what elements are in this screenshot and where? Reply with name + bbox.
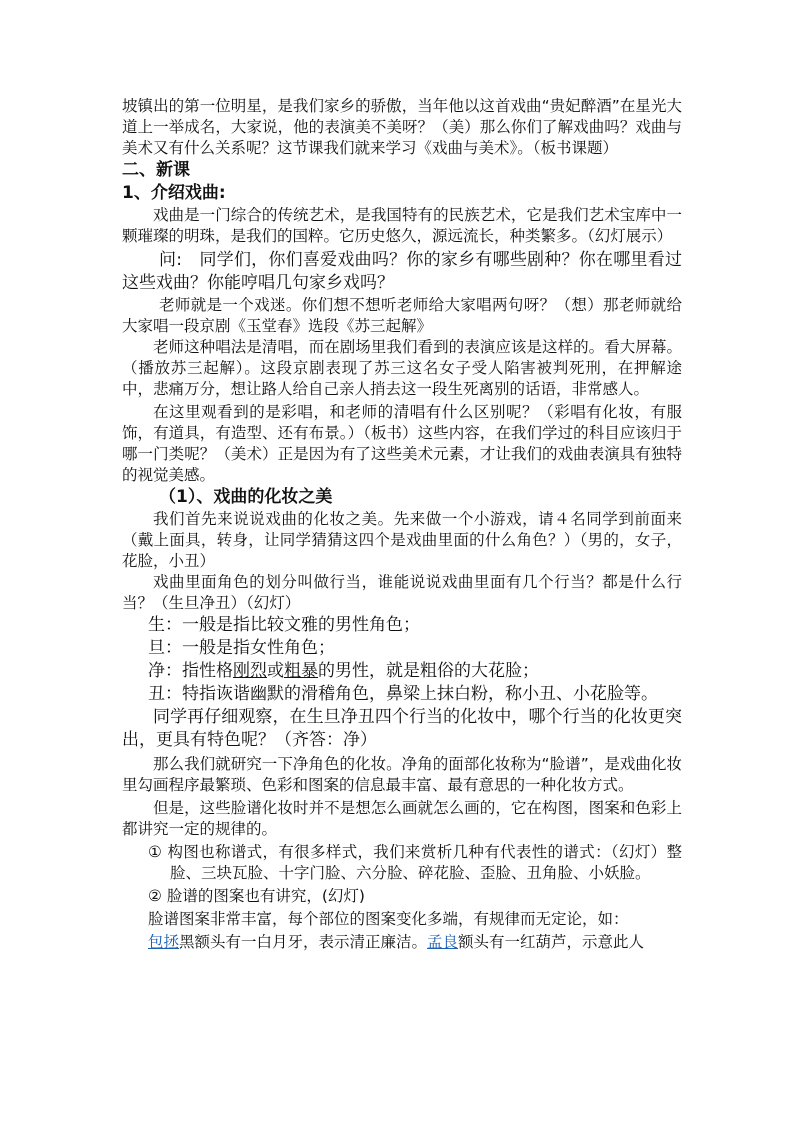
- paragraph-question: 问: 同学们，你们喜爱戏曲吗？你的家乡有哪些剧种？你在哪里看过这些戏曲？你能哼唱几句家乡戏吗？: [122, 250, 682, 293]
- heading-new-lesson: 二、新课: [122, 160, 190, 180]
- paragraph-qingchang: 老师这种唱法是清唱，而在剧场里我们看到的表演应该是这样的。看大屏幕。（播放苏三起解）。这段京剧表现了苏三这名女子受人陷害被判死刑，在押解途中，悲痛万分，想让路人给自己亲人捎去这一段生死离别的话语，非常感人。: [122, 338, 682, 398]
- list-item-composition: ① 构图也称谱式，有很多样式，我们来赏析几种有代表性的谱式：（幻灯）整脸、三块瓦脸、十字门脸、六分脸、碎花脸、歪脸、丑角脸、小妖脸。: [148, 843, 682, 882]
- paragraph-lianpu: 那么我们就研究一下净角色的化妆。净角的面部化妆称为“脸谱”，是戏曲化妆里勾画程序最繁琐、色彩和图案的信息最丰富、最有意思的一种化妆方式。: [122, 755, 682, 794]
- term-ganglie: 刚烈: [233, 661, 267, 681]
- link-mengliang[interactable]: 孟良: [427, 933, 459, 951]
- paragraph-intro: 坡镇出的第一位明星，是我们家乡的骄傲，当年他以这首戏曲“贵妃醉酒”在星光大道上一举成名，大家说，他的表演美不美呀？（美）那么你们了解戏曲吗？戏曲与美术又有什么关系呢？这节课我们就来学习《戏曲与美术》。（板书课题）: [122, 97, 682, 157]
- heading-intro-opera: 1、介绍戏曲:: [122, 183, 226, 203]
- role-jing: 净：指性格刚烈或粗暴的男性，就是粗俗的大花脸；: [148, 661, 539, 681]
- paragraph-rules: 但是，这些脸谱化妆时并不是想怎么画就怎么画的，它在构图，图案和色彩上都讲究一定的规律的。: [122, 799, 682, 838]
- role-chou: 丑：特指诙谐幽默的滑稽角色，鼻梁上抹白粉，称小丑、小花脸等。: [148, 684, 658, 704]
- paragraph-hangdang: 戏曲里面角色的划分叫做行当，谁能说说戏曲里面有几个行当？都是什么行当？（生旦净丑）（幻灯）: [122, 573, 682, 612]
- paragraph-examples: 包拯黑额头有一白月牙，表示清正廉洁。孟良额头有一红葫芦，示意此人: [148, 933, 645, 951]
- link-baozheng[interactable]: 包拯: [148, 933, 180, 951]
- paragraph-caichang: 在这里观看到的是彩唱，和老师的清唱有什么区别呢？（彩唱有化妆，有服饰，有道具，有造型、还有布景。）（板书）这些内容，在我们学过的科目应该归于哪一门类呢？（美术）正是因为有了这些美术元素，才让我们的戏曲表演具有独特的视觉美感。: [122, 403, 682, 484]
- role-sheng: 生：一般是指比较文雅的男性角色；: [148, 615, 420, 635]
- paragraph-game: 我们首先来说说戏曲的化妆之美。先来做一个小游戏，请４名同学到前面来（戴上面具，转身，让同学猜猜这四个是戏曲里面的什么角色？）（男的，女子，花脸，小丑）: [122, 510, 682, 570]
- paragraph-teacher: 老师就是一个戏迷。你们想不想听老师给大家唱两句呀？（想）那老师就给大家唱一段京剧《玉堂春》选段《苏三起解》: [122, 296, 682, 335]
- paragraph-pattern-desc: 脸谱图案非常丰富，每个部位的图案变化多端，有规律而无定论，如：: [148, 910, 629, 928]
- term-cubao: 粗暴: [284, 661, 318, 681]
- role-dan: 旦：一般是指女性角色；: [148, 638, 335, 658]
- paragraph-opera-desc: 戏曲是一门综合的传统艺术，是我国特有的民族艺术，它是我们艺术宝库中一颗璀璨的明珠，是我们的国粹。它历史悠久，源远流长，种类繁多。（幻灯展示）: [122, 206, 682, 245]
- list-item-pattern: ② 脸谱的图案也有讲究，(幻灯): [148, 887, 365, 905]
- heading-makeup: （1）、戏曲的化妆之美: [159, 487, 333, 507]
- document-body: [122, 96, 682, 953]
- paragraph-observe: 同学再仔细观察，在生旦净丑四个行当的化妆中，哪个行当的化妆更突出，更具有特色呢？（齐答：净）: [122, 707, 682, 750]
